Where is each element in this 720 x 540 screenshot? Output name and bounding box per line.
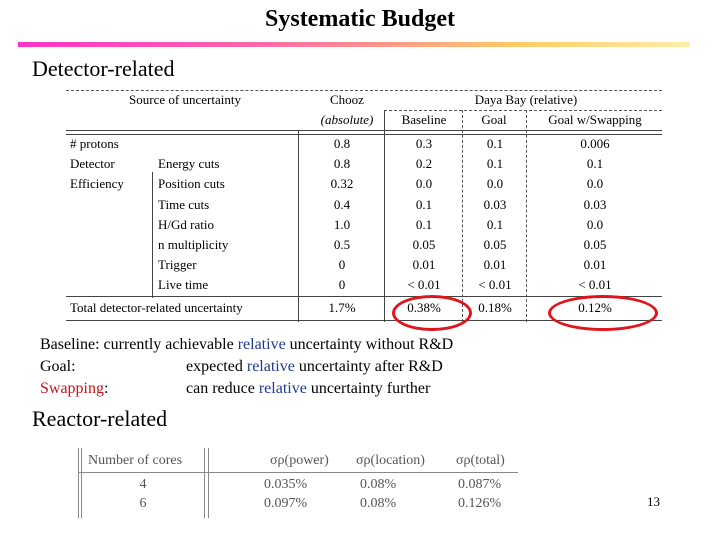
detector-heading: Detector-related [32,56,175,81]
rx-sep-rule [204,448,205,518]
detector-cell-sub: Energy cuts [158,156,220,172]
note-swap [186,380,430,398]
detector-cell-chooz: 0.4 [333,196,351,212]
note-goal-label: Goal: [40,358,76,375]
rule-header-2 [66,134,662,135]
reactor-cell-total: 0.126% [458,496,502,511]
reactor-heading: Reactor-related [32,406,168,431]
note-swap-pre: can reduce [186,380,259,397]
detector-cell-goal: 0.05 [483,237,507,252]
col-sep-goal [462,110,463,322]
header-goal: Goal [481,112,507,127]
detector-cell-baseline: 0.0 [415,176,433,192]
rx-header-location: σρ(location) [356,453,425,468]
reactor-cell-power: 0.097% [264,496,308,511]
detector-cell-goal: 0.01 [483,257,507,273]
note-goal-relative: relative [246,358,295,375]
rx-left-rule-2 [81,448,82,518]
reactor-table [78,448,518,520]
detector-cell-chooz: 0.8 [333,156,351,172]
detector-cell-sub: Trigger [158,257,197,273]
detector-cell-goal: < 0.01 [478,277,512,293]
detector-cell-swap: < 0.01 [578,277,612,293]
detector-cell-baseline: 0.3 [415,136,433,151]
detector-cell-swap: 0.05 [583,237,607,252]
note-goal-post: uncertainty after R&D [294,358,443,375]
note-baseline [40,336,453,354]
detector-cell-baseline: 0.05 [412,237,436,252]
reactor-cell-location: 0.08% [360,496,397,511]
detector-cell-swap: 0.1 [586,156,604,172]
reactor-cell-location: 0.08% [360,477,397,492]
note-baseline-pre: currently achievable [103,336,238,353]
detector-cell-sub: Time cuts [158,196,210,212]
detector-cell-sub: Position cuts [158,176,225,192]
detector-cell-swap: 0.03 [583,196,607,212]
detector-total-baseline: 0.38% [407,300,441,315]
note-swap-relative: relative [258,380,307,397]
detector-total-goal: 0.18% [478,300,512,315]
detector-cell-goal: 0.1 [486,136,504,151]
reactor-cell-cores: 6 [139,496,147,511]
reactor-cell-total: 0.087% [458,477,502,492]
detector-cell-group: Detector [70,156,115,172]
note-goal [186,358,443,376]
highlight-baseline-oval [392,295,472,331]
note-swap-post: uncertainty further [306,380,431,397]
detector-cell-goal: 0.1 [486,156,504,172]
detector-cell-baseline: 0.1 [415,216,433,232]
rx-header-power: σρ(power) [270,453,329,468]
detector-cell-baseline: 0.01 [412,257,436,273]
detector-cell-chooz: 0 [338,277,346,293]
note-baseline-relative: relative [237,336,286,353]
detector-cell-sub: Live time [158,277,209,293]
detector-total-label: Total detector-related uncertainty [70,300,243,315]
note-swap-label-wrap [40,380,108,398]
header-dayabay: Daya Bay (relative) [474,92,578,107]
detector-cell-swap: 0.0 [586,176,604,192]
note-swap-colon: : [104,380,109,397]
detector-cell-baseline: < 0.01 [407,277,441,293]
rx-header-rule [78,472,518,473]
detector-total-swap: 0.12% [578,300,612,315]
page-number: 13 [647,494,660,509]
header-chooz-sub: (absolute) [320,112,374,127]
rule-top [66,90,662,91]
note-baseline-post: uncertainty without R&D [285,336,454,353]
detector-cell-chooz: 0.8 [333,136,351,151]
detector-cell-chooz: 0.5 [333,237,351,252]
detector-cell-swap: 0.01 [583,257,607,273]
slide-title: Systematic Budget [265,6,455,32]
detector-cell-goal: 0.03 [483,196,507,212]
header-goal-swap: Goal w/Swapping [548,112,642,127]
detector-cell-sub: H/Gd ratio [158,216,214,232]
rx-header-total: σρ(total) [456,453,505,468]
detector-cell-goal: 0.1 [486,216,504,232]
detector-cell-chooz: 1.0 [333,216,351,232]
highlight-swap-oval [548,295,658,331]
header-chooz: Chooz [330,92,364,107]
detector-table [66,88,662,322]
col-sep-chooz [298,130,299,322]
detector-cell-group: # protons [70,136,119,151]
detector-total-chooz: 1.7% [328,300,356,315]
rule-dayabay [384,110,662,111]
detector-cell-sub: n multiplicity [158,237,229,252]
header-source: Source of uncertainty [129,92,241,107]
rx-left-rule [78,448,79,518]
detector-cell-chooz: 0.32 [330,176,354,192]
detector-cell-chooz: 0 [338,257,346,273]
rule-header [66,130,662,131]
reactor-cell-cores: 4 [139,477,147,492]
col-sep-swap [526,110,527,322]
detector-cell-swap: 0.006 [580,136,610,151]
col-sep-baseline [384,110,385,322]
header-baseline: Baseline [401,112,447,127]
detector-cell-group: Efficiency [70,176,124,192]
rx-sep-rule-2 [208,448,209,518]
note-swap-label: Swapping [40,380,104,397]
reactor-cell-power: 0.035% [264,477,308,492]
detector-cell-swap: 0.0 [586,216,604,232]
rx-header-cores: Number of cores [88,453,183,468]
title-rule [18,42,690,47]
col-sep-sub [152,172,153,298]
note-goal-pre: expected [186,358,247,375]
detector-cell-baseline: 0.2 [415,156,433,172]
detector-cell-goal: 0.0 [486,176,504,192]
note-baseline-label: Baseline: [40,336,100,353]
detector-cell-baseline: 0.1 [415,196,433,212]
